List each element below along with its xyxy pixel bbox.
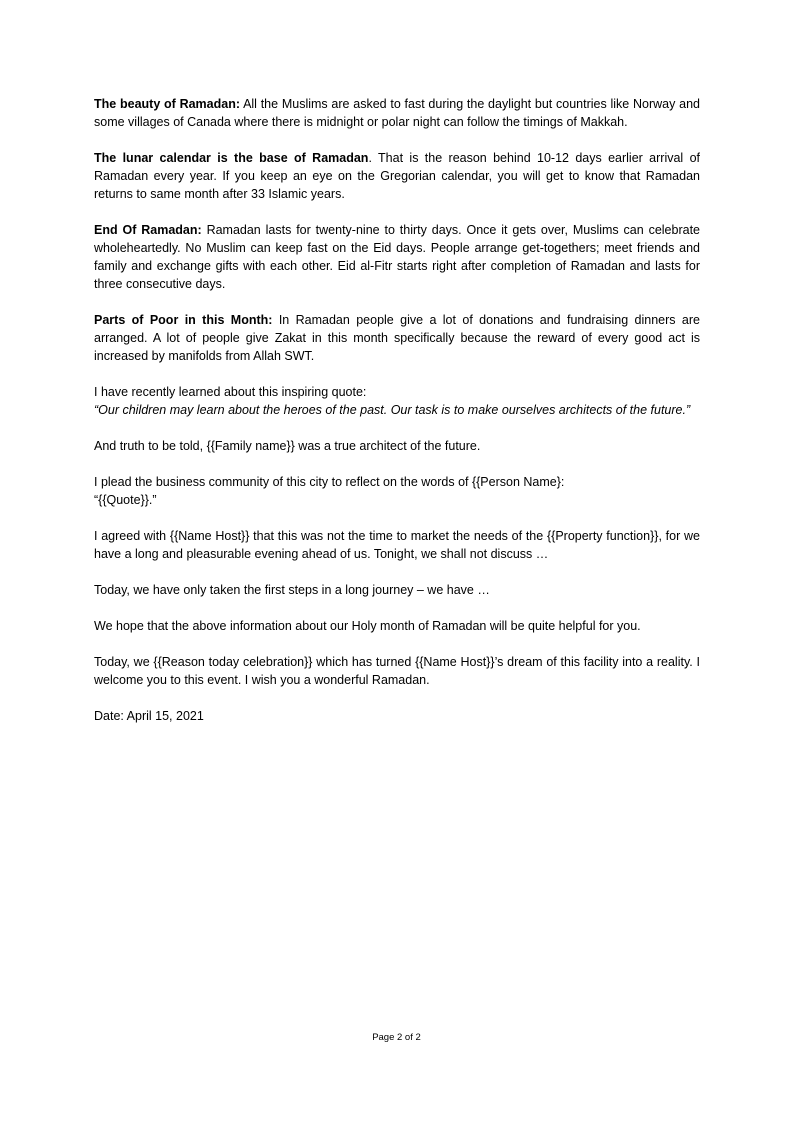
today-paragraph: Today, we {{Reason today celebration}} which has turned {{Name Host}}’s dream of this facility into a reality. I welcome you to this event. I wish you a wonderful Ramadan.: [94, 655, 700, 687]
document-body: [94, 95, 700, 725]
agreed-paragraph: I agreed with {{Name Host}} that this was not the time to market the needs of the {{Property function}}, for we have a long and pleasurable evening ahead of us. Tonight, we shall not discuss …: [94, 529, 700, 561]
section-end-of-ramadan: [94, 221, 700, 293]
section-heading: Parts of Poor in this Month:: [94, 313, 273, 327]
section-beauty-of-ramadan: [94, 95, 700, 131]
plead-quote: “{{Quote}}.”: [94, 493, 157, 507]
section-text: . That is the reason behind 10-12 days earlier arrival of Ramadan every year. If you keep an eye on the Gregorian calendar, you will get to know that Ramadan returns to same month after 33 Islamic years.: [94, 151, 700, 201]
first-steps-paragraph: Today, we have only taken the first steps in a long journey – we have …: [94, 583, 490, 597]
page-number-footer: Page 2 of 2: [372, 1032, 421, 1043]
inspiring-quote: “Our children may learn about the heroes of the past. Our task is to make ourselves architects of the future.”: [94, 403, 691, 417]
section-parts-of-poor: [94, 311, 700, 365]
date-line: Date: April 15, 2021: [94, 709, 204, 723]
section-heading: The beauty of Ramadan:: [94, 97, 240, 111]
quote-intro: I have recently learned about this inspiring quote:: [94, 385, 367, 399]
section-heading: End Of Ramadan:: [94, 223, 202, 237]
section-text: All the Muslims are asked to fast during the daylight but countries like Norway and some villages of Canada where there is midnight or polar night can follow the timings of Makkah.: [94, 97, 700, 129]
truth-line: And truth to be told, {{Family name}} was a true architect of the future.: [94, 439, 481, 453]
plead-line: I plead the business community of this city to reflect on the words of {{Person Name}:: [94, 475, 565, 489]
section-heading: The lunar calendar is the base of Ramadan: [94, 151, 369, 165]
section-text: Ramadan lasts for twenty-nine to thirty days. Once it gets over, Muslims can celebrate wholeheartedly. No Muslim can keep fast on the Eid days. People arrange get-togethers; meet friends and family and exchange gifts with each other. Eid al-Fitr starts right after completion of Ramadan and lasts for three consecutive days.: [94, 223, 701, 291]
hope-paragraph: We hope that the above information about our Holy month of Ramadan will be quite helpful for you.: [94, 619, 641, 633]
section-lunar-calendar: [94, 149, 700, 203]
section-text: In Ramadan people give a lot of donations and fundraising dinners are arranged. A lot of people give Zakat in this month specifically because the reward of every good act is increased by manifolds from Allah SWT.: [94, 313, 700, 363]
